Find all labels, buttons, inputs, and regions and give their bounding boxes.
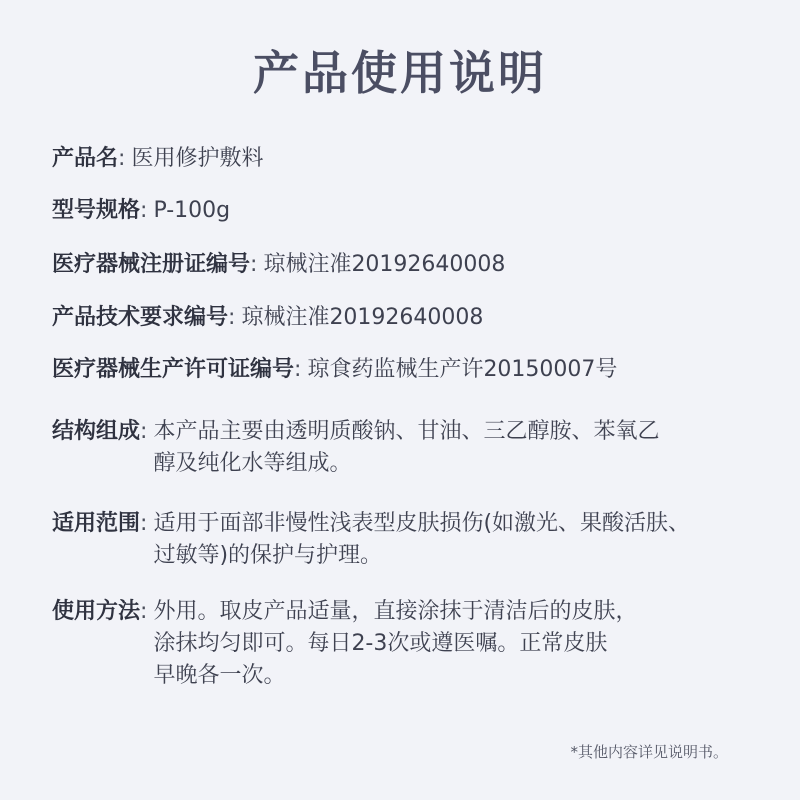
scope-line: 适用于面部非慢性浅表型皮肤损伤(如激光、果酸活肤、 [153,511,691,536]
page-title: 产品使用说明 [253,46,547,100]
footnote: *其他内容详见说明书。 [570,743,728,761]
usage-row [52,596,762,692]
composition-row [52,416,762,480]
usage-line: 涂抹均匀即可。每日2-3次或遵医嘱。正常皮肤 [153,631,608,656]
production-license-value: 琼食药监械生产许20150007号 [307,357,618,382]
usage-line: 外用。取皮产品适量，直接涂抹于清洁后的皮肤， [153,599,638,624]
model-label: 型号规格 [52,198,141,223]
tech-requirement-value: 琼械注准20192640008 [241,305,484,330]
scope-colon: : [140,511,148,536]
tech-requirement-colon: : [228,305,236,330]
usage-colon: : [140,599,148,624]
production-license-row [52,354,762,386]
product-name-label: 产品名 [52,146,119,171]
model-colon: : [140,198,148,223]
production-license-colon: : [294,357,302,382]
scope-value [153,508,690,572]
product-name-colon: : [118,146,126,171]
registration-row [52,249,762,281]
composition-line: 本产品主要由透明质酸钠、甘油、三乙醇胺、苯氧乙 [153,419,660,444]
scope-line: 过敏等)的保护与护理。 [153,543,383,568]
production-license-label: 医疗器械生产许可证编号 [52,357,295,382]
model-row [52,195,762,227]
composition-colon: : [140,419,148,444]
composition-value [153,416,659,480]
scope-label: 适用范围 [52,511,141,536]
registration-value: 琼械注准20192640008 [263,252,506,277]
model-value: P-100g [153,198,231,223]
product-name-row [52,143,762,175]
usage-line: 早晚各一次。 [153,663,286,688]
registration-colon: : [250,252,258,277]
composition-line: 醇及纯化水等组成。 [153,451,352,476]
product-name-value: 医用修护敷料 [131,146,264,171]
tech-requirement-row [52,302,762,334]
scope-row [52,508,762,572]
tech-requirement-label: 产品技术要求编号 [52,305,229,330]
usage-value [153,596,637,692]
composition-label: 结构组成 [52,419,141,444]
registration-label: 医疗器械注册证编号 [52,252,251,277]
usage-label: 使用方法 [52,599,141,624]
